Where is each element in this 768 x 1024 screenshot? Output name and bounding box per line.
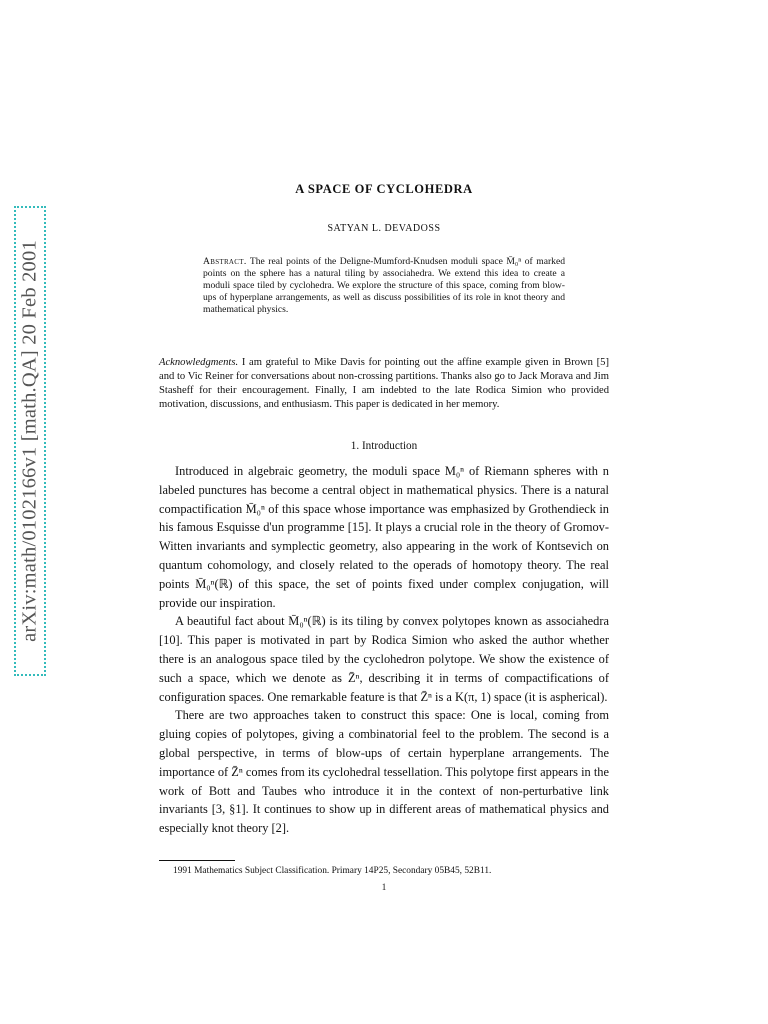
arxiv-stamp-text: arXiv:math/0102166v1 [math.QA] 20 Feb 2001 [18, 240, 41, 642]
page-number: 1 [381, 882, 387, 892]
acknowledgments [159, 356, 609, 412]
section-heading: 1. Introduction [350, 440, 418, 452]
footnote-rule [159, 860, 235, 861]
paragraph-1: Introduced in algebraic geometry, the moduli space M₀ⁿ of Riemann spheres with n labeled punctures has become a central object in mathematical physics. There is a natural compactification M̄₀ⁿ of this space whose importance was emphasized by Grothendieck in his famous Esquisse d'un programme [15]. It plays a crucial role in the theory of Gromov-Witten invariants and symplectic geometry, also appearing in the work of Kontsevich on quantum cohomology, and closely related to the operads of homotopy theory. The real points M̄₀ⁿ(ℝ) of this space, the set of points fixed under complex conjugation, will provide our inspiration. [159, 464, 609, 610]
abstract-text: The real points of the Deligne-Mumford-Knudsen moduli space M̄₀ⁿ of marked points on the sphere has a natural tiling by associahedra. We extend this idea to create a moduli space tiled by cyclohedra. We explore the structure of this space, coming from blow-ups of hyperplane arrangements, as well as discuss possibilities of its role in knot theory and mathematical physics. [203, 256, 565, 315]
footnote: 1991 Mathematics Subject Classification. Primary 14P25, Secondary 05B45, 52B11. [173, 866, 492, 876]
acknowledgments-label: Acknowledgments. [159, 357, 239, 368]
introduction-body [159, 462, 609, 838]
abstract-label: Abstract. [203, 256, 247, 267]
paragraph-3: There are two approaches taken to construct this space: One is local, coming from gluing copies of polytopes, giving a combinatorial feel to the problem. The second is a global perspective, in terms of blow-ups of certain hyperplane arrangements. The importance of Z̄ⁿ comes from its cyclohedral tessellation. This polytope first appears in the work of Bott and Taubes who introduce it in the context of non-perturbative link invariants [3, §1]. It continues to show up in different areas of mathematical physics and especially knot theory [2]. [159, 708, 609, 836]
paper-title: A SPACE OF CYCLOHEDRA [295, 182, 473, 196]
paper-author: SATYAN L. DEVADOSS [327, 223, 441, 234]
abstract [203, 256, 565, 316]
paragraph-2: A beautiful fact about M̄₀ⁿ(ℝ) is its tiling by convex polytopes known as associahedra [10]. This paper is motivated in part by Rodica Simion who asked the author whether there is an analogous space tiled by the cyclohedron polytope. We show the existence of such a space, which we denote as Z̄ⁿ, describing it in terms of compactifications of configuration spaces. One remarkable feature is that Z̄ⁿ is a K(π, 1) space (it is aspherical). [159, 614, 609, 704]
arxiv-stamp [14, 206, 46, 676]
acknowledgments-text: I am grateful to Mike Davis for pointing out the affine example given in Brown [5] and to Vic Reiner for conversations about non-crossing partitions. Thanks also go to Jack Morava and Jim Stasheff for their encouragement. Finally, I am indebted to the late Rodica Simion who provided motivation, discussions, and enthusiasm. This paper is dedicated in her memory. [159, 357, 609, 410]
